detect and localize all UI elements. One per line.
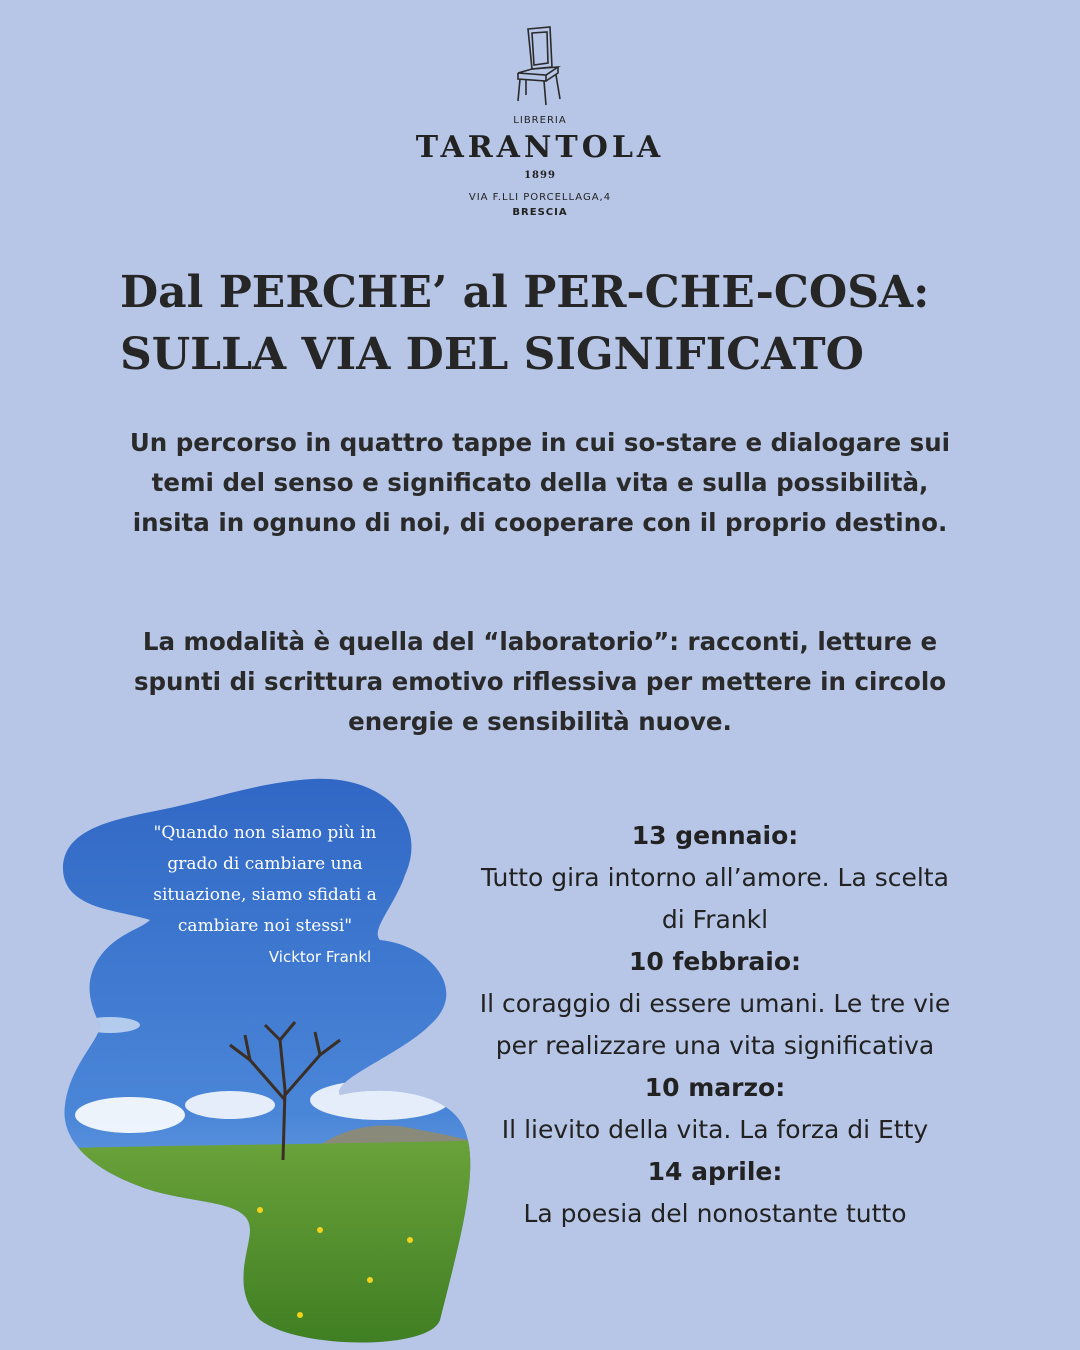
- schedule-date: 10 febbraio:: [628, 947, 802, 976]
- chair-icon: [510, 25, 570, 107]
- schedule-item: [470, 1067, 960, 1151]
- schedule-item: [470, 815, 960, 941]
- schedule-topic: Tutto gira intorno all’amore. La scelta di Frankl: [481, 863, 949, 934]
- schedule-date: 10 marzo:: [644, 1073, 786, 1102]
- schedule-topic: Il lievito della vita. La forza di Etty: [501, 1115, 929, 1144]
- page-title: [120, 262, 1020, 386]
- store-label: LIBRERIA: [513, 115, 567, 126]
- store-year: 1899: [524, 170, 556, 181]
- schedule-date: 14 aprile:: [647, 1157, 783, 1186]
- quote-text: "Quando non siamo più in grado di cambiare una situazione, siamo sfidati a cambiare noi stessi": [153, 823, 377, 936]
- schedule-date: 13 gennaio:: [631, 821, 799, 850]
- intro-paragraph-2: La modalità è quella del “laboratorio”: racconti, letture e spunti di scrittura emotivo riflessiva per mettere in circolo energie e sensibilità nuove.: [133, 627, 947, 736]
- intro-paragraph-1: Un percorso in quattro tappe in cui so-stare e dialogare sui temi del senso e significato della vita e sulla possibilità, insita in ognuno di noi, di cooperare con il proprio destino.: [129, 428, 951, 537]
- store-city: BRESCIA: [512, 207, 568, 218]
- title-line-2: SULLA VIA DEL SIGNIFICATO: [120, 329, 864, 380]
- schedule-topic: Il coraggio di essere umani. Le tre vie per realizzare una vita significativa: [479, 989, 951, 1060]
- title-line-1: Dal PERCHE’ al PER-CHE-COSA:: [120, 267, 930, 318]
- schedule-list: [470, 815, 960, 1235]
- store-name: TARANTOLA: [415, 130, 665, 165]
- schedule-item: [470, 1151, 960, 1235]
- schedule-item: [470, 941, 960, 1067]
- store-address: VIA F.LLI PORCELLAGA,4: [468, 192, 612, 203]
- schedule-topic: La poesia del nonostante tutto: [523, 1199, 907, 1228]
- quote-author: Vicktor Frankl: [268, 948, 372, 966]
